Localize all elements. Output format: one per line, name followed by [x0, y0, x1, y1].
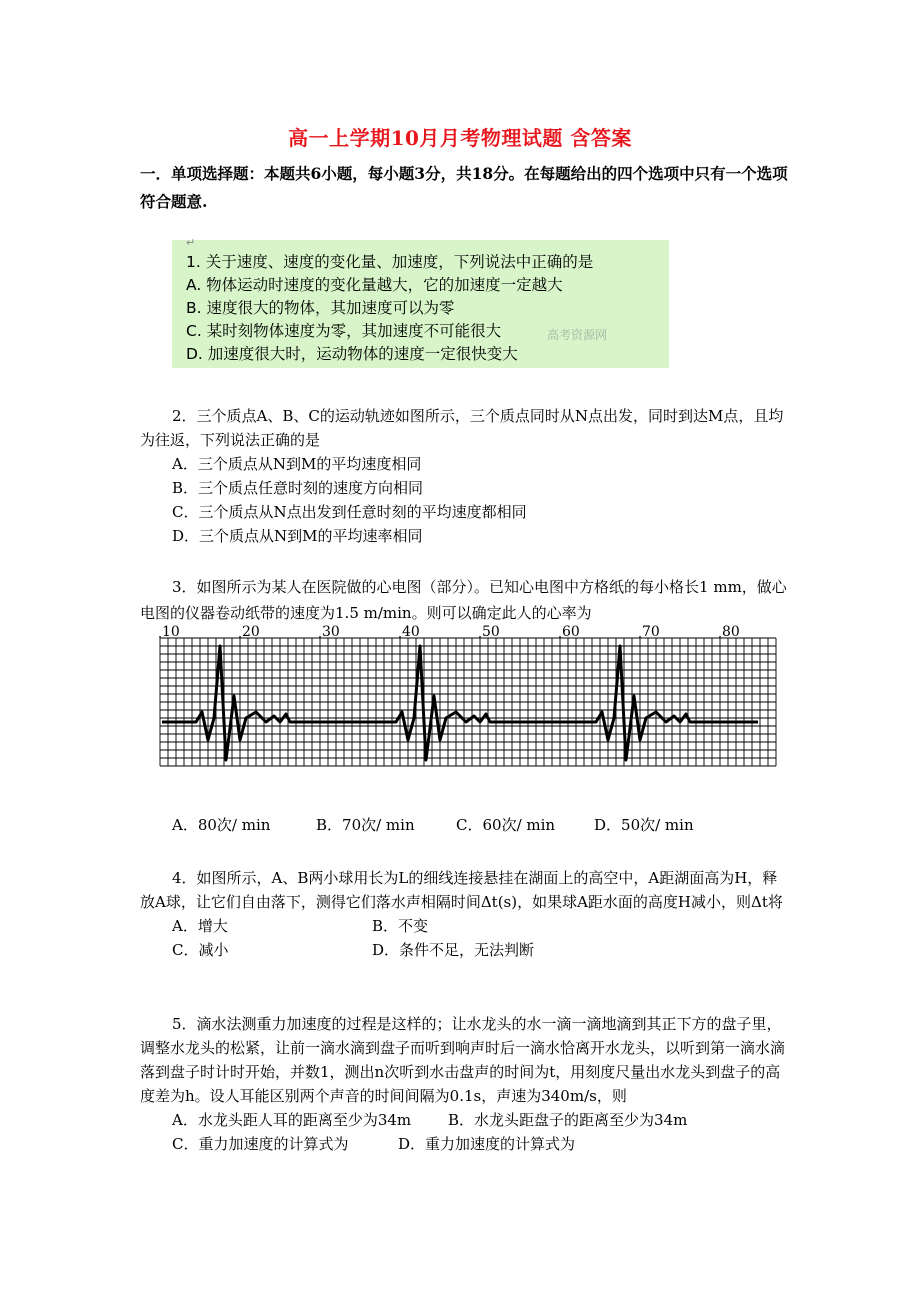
question-2 — [140, 404, 790, 548]
question-3-stem: 3．如图所示为某人在医院做的心电图（部分）。已知心电图中方格纸的每小格长1 mm，做心电图的仪器卷动纸带的速度为1.5 m/min。则可以确定此人的心率为 — [140, 578, 787, 622]
question-1-stem: 1. 关于速度、速度的变化量、加速度，下列说法中正确的是 — [186, 253, 594, 271]
ecg-tick-label: 30 — [322, 624, 340, 640]
question-5 — [140, 1012, 790, 1156]
ecg-tick-label: 70 — [642, 624, 660, 640]
ecg-tick-label: 60 — [562, 624, 580, 640]
question-3-option-d: D．50次/ min — [594, 816, 694, 834]
ecg-trace — [162, 646, 758, 760]
question-1-option-d: D. 加速度很大时，运动物体的速度一定很快变大 — [186, 345, 518, 363]
ecg-tick-label: 10 — [162, 624, 180, 640]
section-heading: 一．单项选择题：本题共6小题，每小题3分，共18分。在每题给出的四个选项中只有一个选项符合题意. — [140, 164, 788, 211]
question-5-option-a: A．水龙头距人耳的距离至少为34m — [172, 1111, 412, 1129]
question-5-option-c: C．重力加速度的计算式为 — [172, 1135, 349, 1153]
question-4-stem: 4．如图所示，A、B两小球用长为L的细线连接悬挂在湖面上的高空中，A距湖面高为H，释放A球，让它们自由落下，测得它们落水声相隔时间Δt(s)，如果球A距水面的高度H减小，则Δt将 — [140, 869, 783, 911]
question-3-option-a: A．80次/ min — [172, 816, 271, 834]
question-3 — [140, 574, 790, 626]
question-3-option-c: C．60次/ min — [456, 816, 556, 834]
question-5-option-d: D．重力加速度的计算式为 — [398, 1135, 576, 1153]
question-2-option-d: D．三个质点从N到M的平均速率相同 — [172, 527, 423, 545]
question-1-box — [172, 236, 669, 368]
paragraph-mark: ↵ — [186, 236, 196, 249]
ecg-tick-label: 40 — [402, 624, 420, 640]
question-2-option-b: B．三个质点任意时刻的速度方向相同 — [172, 479, 424, 497]
watermark: 高考资源网 — [547, 328, 608, 342]
ecg-figure — [158, 624, 778, 774]
ecg-tick-label: 20 — [242, 624, 260, 640]
question-5-stem: 5．滴水法测重力加速度的过程是这样的；让水龙头的水一滴一滴地滴到其正下方的盘子里，调整水龙头的松紧，让前一滴水滴到盘子而听到响声时后一滴水恰离开水龙头，以听到第一滴水滴落到盘子时计时开始，并数1，测出n次听到水击盘声的时间为t，用刻度尺量出水龙头到盘子的高度差为h。设人耳能区别两个声音的时间间隔为0.1s，声速为340m/s，则 — [140, 1015, 786, 1105]
question-2-option-a: A．三个质点从N到M的平均速度相同 — [172, 455, 422, 473]
question-1-option-c: C. 某时刻物体速度为零，其加速度不可能很大 — [186, 322, 502, 340]
question-4-option-d: D．条件不足，无法判断 — [372, 941, 535, 959]
ecg-tick-label: 50 — [482, 624, 500, 640]
question-1-option-a: A. 物体运动时速度的变化量越大，它的加速度一定越大 — [186, 276, 563, 294]
question-5-option-b: B．水龙头距盘子的距离至少为34m — [448, 1111, 688, 1129]
question-1-option-b: B. 速度很大的物体，其加速度可以为零 — [186, 299, 455, 317]
question-3-option-b: B．70次/ min — [316, 816, 415, 834]
question-4-option-b: B．不变 — [372, 917, 429, 935]
page-title: 高一上学期10月月考物理试题 含答案 — [288, 126, 632, 150]
ecg-tick-label: 80 — [722, 624, 740, 640]
question-4-option-c: C．减小 — [172, 941, 229, 959]
ecg-chart — [158, 636, 778, 774]
question-4-option-a: A．增大 — [172, 917, 228, 935]
question-4 — [140, 866, 790, 962]
question-2-stem: 2．三个质点A、B、C的运动轨迹如图所示，三个质点同时从N点出发，同时到达M点，且均为往返，下列说法正确的是 — [140, 407, 784, 449]
question-2-option-c: C．三个质点从N点出发到任意时刻的平均速度都相同 — [172, 503, 527, 521]
